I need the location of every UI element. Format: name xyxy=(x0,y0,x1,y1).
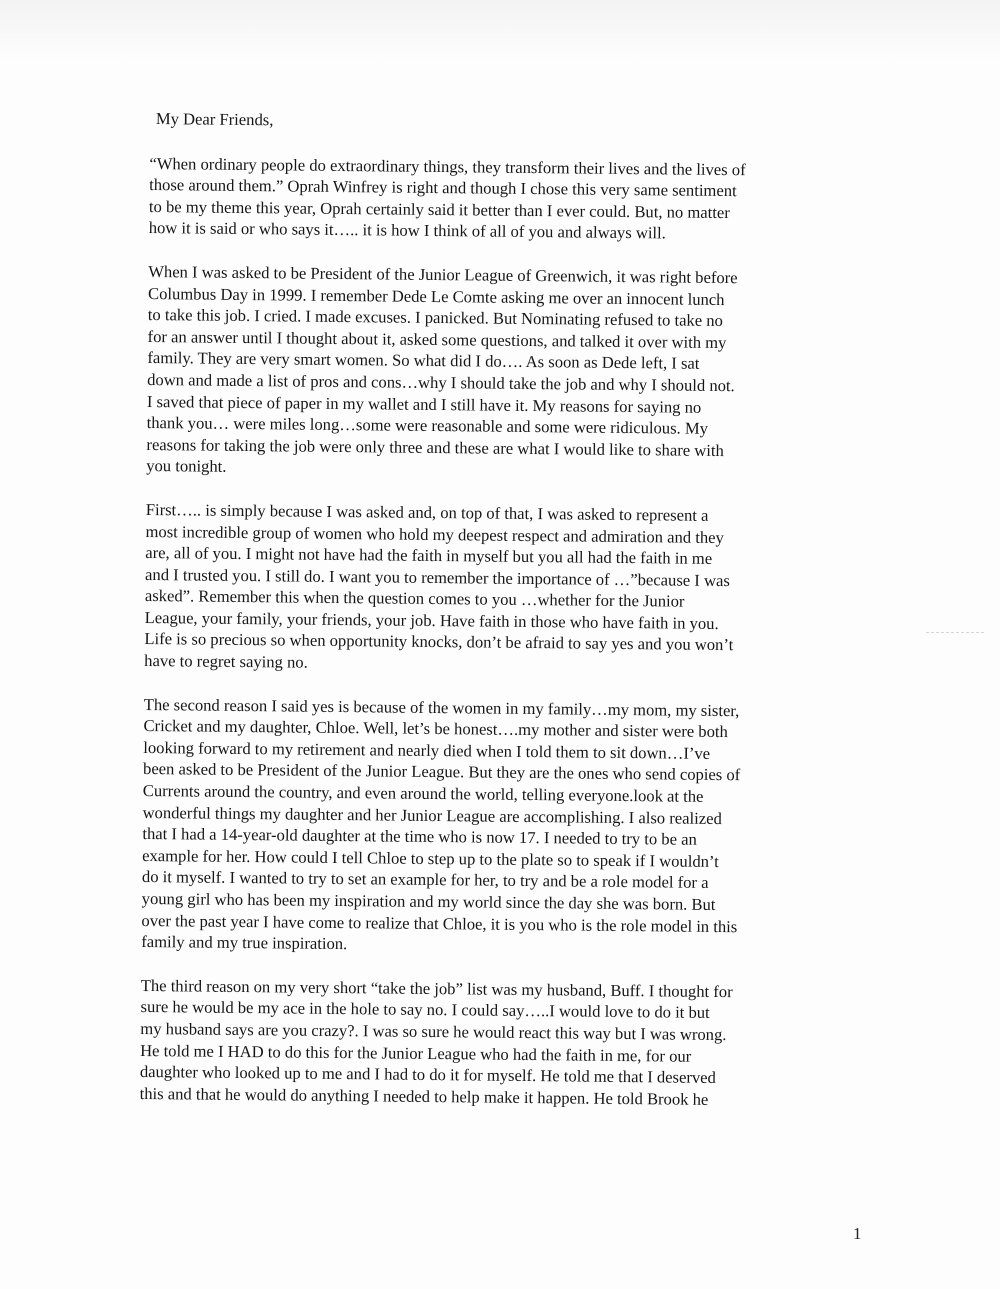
text-line: example for her. How could I tell Chloe to step up to the plate so to speak if I wouldn’t xyxy=(142,845,719,871)
text-line: young girl who has been my inspiration and my world since the day she was born. But xyxy=(141,888,716,914)
text-line: been asked to be President of the Junior League. But they are the ones who send copies of xyxy=(142,759,741,785)
text-line: to take this job. I cried. I made excuses. I panicked. But Nominating refused to take no xyxy=(147,305,723,331)
text-line: First….. is simply because I was asked and, on top of that, I was asked to represent a xyxy=(145,499,709,525)
text-line: over the past year I have come to realize that Chloe, it is you who is the role model in this xyxy=(141,910,738,936)
text-line: most incredible group of women who hold my deepest respect and admiration and they xyxy=(145,521,724,547)
text-line: looking forward to my retirement and nearly died when I told them to sit down…I’ve xyxy=(143,737,711,763)
text-line: for an answer until I thought about it, asked some questions, and talked it over with my xyxy=(147,326,727,352)
text-line: you tonight. xyxy=(146,456,227,477)
text-line: are, all of you. I might not have had the faith in myself but you all had the faith in me xyxy=(145,543,713,569)
text-line: Life is so precious so when opportunity knocks, don’t be afraid to say yes and you won’t xyxy=(144,629,734,655)
text-line: asked”. Remember this when the question comes to you …whether for the Junior xyxy=(144,586,685,611)
scan-artifact-line xyxy=(926,632,984,633)
text-line: “When ordinary people do extraordinary things, they transform their lives and the lives of xyxy=(149,153,746,179)
text-line: and I trusted you. I still do. I want you to remember the importance of …”because I was xyxy=(145,564,730,590)
text-line: that I had a 14-year-old daughter at the time who is now 17. I needed to try to be an xyxy=(142,824,697,849)
text-line: I saved that piece of paper in my wallet and I still have it. My reasons for saying no xyxy=(146,391,702,417)
text-line: family and my true inspiration. xyxy=(141,932,348,954)
page-number: 1 xyxy=(853,1224,862,1243)
text-line: Currents around the country, and even around the world, telling everyone.look at the xyxy=(142,780,704,806)
paragraph-2 xyxy=(146,261,863,484)
text-line: When I was asked to be President of the Junior League of Greenwich, it was right before xyxy=(148,261,738,288)
text-line: wonderful things my daughter and her Junior League are accomplishing. I also realized xyxy=(142,802,722,828)
text-line: He told me I HAD to do this for the Junior League who had the faith in me, for our xyxy=(140,1040,692,1066)
text-line: family. They are very smart women. So what did I do…. As soon as Dede left, I sat xyxy=(147,348,700,374)
text-line: do it myself. I wanted to try to set an example for her, to try and be a role model for a xyxy=(141,867,709,893)
text-line: thank you… were miles long…some were reasonable and some were ridiculous. My xyxy=(146,413,709,438)
text-line: The third reason on my very short “take the job” list was my husband, Buff. I thought for xyxy=(140,975,733,1001)
letter-body xyxy=(139,108,865,1134)
salutation: My Dear Friends, xyxy=(155,109,274,130)
paragraph-4 xyxy=(141,694,859,961)
scan-shadow xyxy=(0,0,1000,60)
text-line: those around them.” Oprah Winfrey is right and though I chose this very same sentiment xyxy=(149,175,737,201)
text-line: sure he would be my ace in the hole to say no. I could say…..I would love to do it but xyxy=(140,997,710,1023)
paragraph-5 xyxy=(140,975,856,1112)
text-line: Cricket and my daughter, Chloe. Well, let’s be honest….my mother and sister were both xyxy=(143,716,728,742)
text-line: The second reason I said yes is because of the women in my family…my mom, my sister, xyxy=(143,694,740,720)
text-line: Columbus Day in 1999. I remember Dede Le Comte asking me over an innocent lunch xyxy=(147,283,725,309)
text-line: League, your family, your friends, your job. Have faith in those who have faith in you. xyxy=(144,607,719,633)
text-line: to be my theme this year, Oprah certainly said it better than I ever could. But, no matter xyxy=(148,196,730,222)
text-line: have to regret saying no. xyxy=(144,651,308,672)
paragraph-1 xyxy=(149,153,865,247)
text-line: down and made a list of pros and cons…why I should take the job and why I should not. xyxy=(147,369,735,396)
paragraph-3 xyxy=(144,499,861,679)
text-line: reasons for taking the job were only three and these are what I would like to share with xyxy=(146,434,724,460)
text-line: my husband says are you crazy?. I was so sure he would react this way but I was wrong. xyxy=(140,1018,727,1045)
text-line: how it is said or who says it….. it is how I think of all of you and always will. xyxy=(148,218,666,243)
text-line: daughter who looked up to me and I had to do it for myself. He told me that I deserved xyxy=(139,1062,717,1088)
text-line: this and that he would do anything I needed to help make it happen. He told Brook he xyxy=(139,1083,709,1109)
